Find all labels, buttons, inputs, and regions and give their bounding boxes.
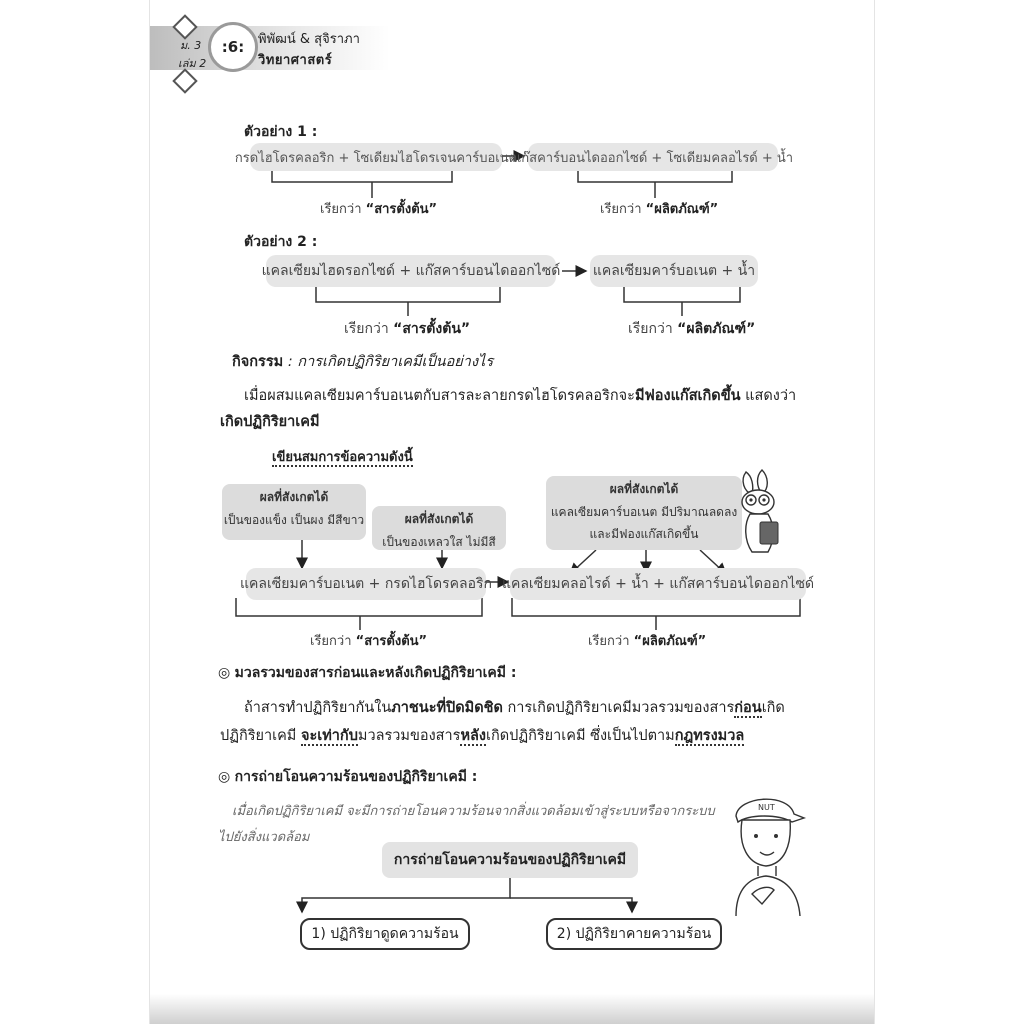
text-segment: แสดงว่า: [740, 388, 797, 404]
example2-reactant-caption: [344, 318, 470, 340]
observation-text: เป็นของเหลวใส ไม่มีสี: [382, 535, 496, 549]
mass-paragraph-line1: [244, 696, 785, 719]
text-segment-emphasis: ก่อน: [734, 700, 762, 716]
text-segment-emphasis: กฎทรงมวล: [674, 728, 745, 744]
text-segment-bold: ภาชนะที่ปิดมิดชิด: [391, 700, 503, 716]
equation3-product-caption: [588, 630, 706, 651]
example1-reactant-caption: [320, 198, 437, 219]
target-bullet-icon: ◎: [218, 665, 231, 681]
text-segment-emphasis: จะเท่ากับ: [300, 728, 358, 744]
observation-title: ผลที่สังเกตได้: [259, 490, 329, 504]
text-segment: มวลรวมของสาร: [357, 728, 461, 744]
section-heading-text: การถ่ายโอนความร้อนของปฏิกิริยาเคมี :: [234, 769, 478, 785]
equation3-products: แคลเซียมคลอไรด์ + น้ำ + แก๊สคาร์บอนไดออกไซด์: [510, 568, 806, 600]
observation-box-2: [372, 506, 506, 550]
product-term: “ผลิตภัณฑ์”: [677, 321, 756, 337]
call-prefix: เรียกว่า: [310, 634, 352, 649]
header-authors: พิพัฒน์ & สุจิราภา: [258, 32, 360, 47]
heat-section-heading: [218, 766, 477, 788]
exothermic-box: 2) ปฏิกิริยาคายความร้อน: [546, 918, 722, 950]
equation3-reactants: แคลเซียมคาร์บอเนต + กรดไฮโดรคลอริก: [246, 568, 486, 600]
product-term: “ผลิตภัณฑ์”: [645, 202, 719, 217]
call-prefix: เรียกว่า: [600, 202, 642, 217]
example2-products: แคลเซียมคาร์บอเนต + น้ำ: [590, 255, 758, 287]
page-number: :6:: [208, 22, 258, 72]
example2-reactants: แคลเซียมไฮดรอกไซด์ + แก๊สคาร์บอนไดออกไซด์: [266, 255, 556, 287]
text-segment-emphasis: หลัง: [460, 728, 486, 744]
equation3-reactant-caption: [310, 630, 427, 651]
header-subject: วิทยาศาสตร์: [258, 53, 333, 68]
observation-box-1: [222, 484, 366, 540]
text-segment: การเกิดปฏิกิริยาเคมีมวลรวมของสาร: [502, 700, 735, 716]
write-equation-label: [272, 446, 413, 467]
text-segment: เมื่อผสมแคลเซียมคาร์บอเนตกับสารละลายกรดไฮโดรคลอริกจะ: [244, 388, 635, 404]
call-prefix: เรียกว่า: [344, 321, 389, 337]
mass-section-heading: [218, 662, 516, 684]
observation-text: และมีฟองแก๊สเกิดขึ้น: [589, 527, 699, 541]
example1-product-caption: [600, 198, 718, 219]
cap-text: NUT: [758, 803, 775, 812]
activity-question: : การเกิดปฏิกิริยาเคมีเป็นอย่างไร: [287, 354, 494, 370]
heat-italic-line1: เมื่อเกิดปฏิกิริยาเคมี จะมีการถ่ายโอนความร้อนจากสิ่งแวดล้อมเข้าสู่ระบบหรือจากระบบ: [232, 804, 715, 819]
text-segment: ถ้าสารทำปฏิกิริยากันใน: [244, 700, 392, 716]
example1-reactants: กรดไฮโดรคลอริก + โซเดียมไฮโดรเจนคาร์บอเนต: [250, 143, 502, 171]
call-prefix: เรียกว่า: [320, 202, 362, 217]
rabbit-mascot-icon: [736, 468, 786, 560]
text-segment: เกิด: [761, 700, 785, 716]
mass-paragraph-line2: [220, 724, 744, 747]
section-heading-text: มวลรวมของสารก่อนและหลังเกิดปฏิกิริยาเคมี :: [234, 665, 517, 681]
header-volume: เล่ม 2: [178, 57, 207, 70]
observation-title: ผลที่สังเกตได้: [609, 482, 679, 496]
example1-products: แก๊สคาร์บอนไดออกไซด์ + โซเดียมคลอไรด์ + น้ำ: [528, 143, 778, 171]
reactant-term: “สารตั้งต้น”: [355, 634, 428, 649]
activity-paragraph-line1: [244, 384, 796, 407]
example2-title: ตัวอย่าง 2 :: [244, 234, 318, 250]
target-bullet-icon: ◎: [218, 769, 231, 785]
text-segment-bold: มีฟองแก๊สเกิดขึ้น: [634, 388, 741, 404]
observation-title: ผลที่สังเกตได้: [404, 512, 474, 526]
boy-mascot-icon: [722, 786, 812, 916]
text-segment: เกิดปฏิกิริยาเคมี ซึ่งเป็นไปตาม: [486, 728, 675, 744]
observation-text: เป็นของแข็ง เป็นผง มีสีขาว: [223, 513, 365, 527]
example2-product-caption: [628, 318, 755, 340]
text-segment-bold: เกิดปฏิกิริยาเคมี: [220, 414, 320, 430]
reactant-term: “สารตั้งต้น”: [393, 321, 471, 337]
observation-box-3: [546, 476, 742, 550]
call-prefix: เรียกว่า: [588, 634, 630, 649]
heat-transfer-title-box: การถ่ายโอนความร้อนของปฏิกิริยาเคมี: [382, 842, 638, 878]
activity-line: [232, 350, 493, 373]
call-prefix: เรียกว่า: [628, 321, 673, 337]
endothermic-box: 1) ปฏิกิริยาดูดความร้อน: [300, 918, 470, 950]
text-segment: ปฏิกิริยาเคมี: [220, 728, 301, 744]
write-equation-text: เขียนสมการข้อความดังนี้: [272, 450, 413, 465]
heat-italic-line2: ไปยังสิ่งแวดล้อม: [218, 830, 310, 845]
activity-paragraph-line2: [220, 410, 320, 433]
example1-title: ตัวอย่าง 1 :: [244, 124, 318, 140]
product-term: “ผลิตภัณฑ์”: [633, 634, 707, 649]
activity-label: กิจกรรม: [232, 354, 284, 370]
header-grade: ม. 3: [180, 39, 202, 52]
reactant-term: “สารตั้งต้น”: [365, 202, 438, 217]
observation-text: แคลเซียมคาร์บอเนต มีปริมาณลดลง: [550, 505, 738, 519]
